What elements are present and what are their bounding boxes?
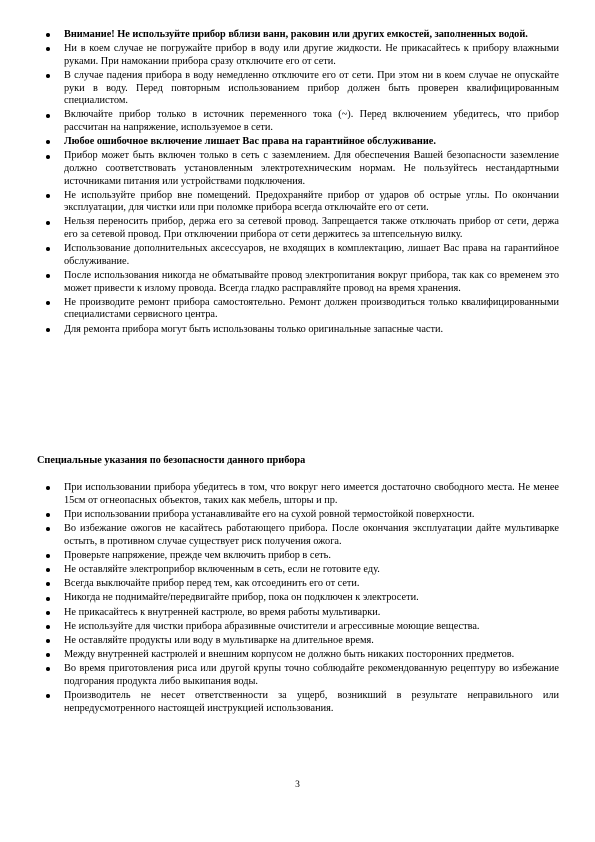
warning-item: [37, 70, 559, 108]
warning-item-text: Использование дополнительных аксессуаров, не входящих в комплектацию, лишает Вас права на гарантийное обслуживание.: [64, 243, 559, 267]
section-title: Специальные указания по безопасности данного прибора: [37, 455, 306, 466]
warning-item-text: Для ремонта прибора могут быть использованы только оригинальные запасные части.: [64, 323, 444, 335]
bullet-icon: [46, 194, 50, 198]
warning-item: [37, 150, 559, 188]
bullet-icon: [46, 247, 50, 251]
bullet-icon: [46, 301, 50, 305]
instruction-item: [37, 523, 559, 548]
instruction-item: [37, 607, 559, 620]
bullet-icon: [46, 47, 50, 51]
warning-item: [37, 270, 559, 295]
bullet-icon: [46, 554, 50, 558]
special-instructions-list: [37, 482, 559, 717]
warning-item: [37, 136, 559, 149]
instruction-item: [37, 690, 559, 715]
bullet-icon: [46, 114, 50, 118]
instruction-item: [37, 564, 559, 577]
bullet-icon: [46, 625, 50, 629]
warning-item: [37, 324, 559, 337]
instruction-item-text: При использовании прибора убедитесь в том, что вокруг него имеется достаточно свободного места. Не менее 15см от огнеопасных объектов, таких как мебель, шторы и пр.: [64, 482, 559, 506]
instruction-item: [37, 550, 559, 563]
instruction-item: [37, 649, 559, 662]
warning-item: [37, 216, 559, 241]
instruction-item-text: Между внутренней кастрюлей и внешним корпусом не должно быть никаких посторонних предметов.: [64, 649, 515, 661]
warning-item: [37, 109, 559, 134]
instruction-item-text: Никогда не поднимайте/передвигайте прибор, пока он подключен к электросети.: [64, 592, 419, 604]
page-number: 3: [295, 780, 300, 790]
warning-item-text: Включайте прибор только в источник переменного тока (~). Перед включением убедитесь, что прибор рассчитан на напряжение, используемое в сети.: [64, 109, 559, 133]
bullet-icon: [46, 513, 50, 517]
bullet-icon: [46, 597, 50, 601]
warning-item-text: В случае падения прибора в воду немедленно отключите его от сети. При этом ни в коем случае не опускайте руки в воду. Перед повторным использованием прибор должен быть проверен квалифицированным специалистом.: [64, 69, 559, 107]
warning-item-text: Не используйте прибор вне помещений. Предохраняйте прибор от ударов об острые углы. По окончании эксплуатации, для чистки или при поломке прибора всегда отключайте его от сети.: [64, 189, 559, 214]
instruction-item: [37, 592, 559, 605]
instruction-item-text: Всегда выключайте прибор перед тем, как отсоединить его от сети.: [64, 578, 360, 590]
instruction-item-text: Не оставляйте электроприбор включенным в сеть, если не готовите еду.: [64, 563, 380, 575]
bullet-icon: [46, 140, 50, 144]
bullet-icon: [46, 653, 50, 657]
bullet-icon: [46, 568, 50, 572]
bullet-icon: [46, 274, 50, 278]
instruction-item-text: Не используйте для чистки прибора абразивные очистители и агрессивные моющие вещества.: [64, 620, 480, 632]
instruction-item-text: Не оставляйте продукты или воду в мультиварке на длительное время.: [64, 634, 374, 646]
bullet-icon: [46, 582, 50, 586]
instruction-item: [37, 578, 559, 591]
bullet-icon: [46, 328, 50, 332]
warning-item: [37, 29, 559, 42]
warning-item-text: Нельзя переносить прибор, держа его за сетевой провод. Запрещается также отключать прибор от сети, держа его за сетевой провод. При отключении прибора от сети держитесь за штепсельную вилку.: [64, 216, 559, 241]
bullet-icon: [46, 486, 50, 490]
warning-item-text: Не производите ремонт прибора самостоятельно. Ремонт должен производиться только квалифицированными специалистами сервисного центра.: [64, 296, 559, 321]
instruction-item: [37, 663, 559, 688]
warning-item-text: Прибор может быть включен только в сеть с заземлением. Для обеспечения Вашей безопасности заземление должно соответствовать установленным электротехническим нормам. Не пользуйтесь нестандартными источниками питания или устройствами подключения.: [64, 150, 559, 187]
warning-item: [37, 243, 559, 268]
warning-item-text: Любое ошибочное включение лишает Вас права на гарантийное обслуживание.: [64, 136, 436, 148]
warning-item-text: После использования никогда не обматывайте провод электропитания вокруг прибора, так как со временем это может привести к излому провода. Всегда гладко расправляйте провод на время хранения.: [64, 270, 559, 294]
bullet-icon: [46, 527, 50, 531]
bullet-icon: [46, 667, 50, 671]
instruction-item: [37, 509, 559, 522]
bullet-icon: [46, 694, 50, 698]
instruction-item-text: Во избежание ожогов не касайтесь работающего прибора. После окончания эксплуатации дайте мультиварке остыть, в противном случае существует риск получения ожога.: [64, 522, 559, 547]
instruction-item-text: При использовании прибора устанавливайте его на сухой ровной термостойкой поверхности.: [64, 508, 475, 520]
instruction-item: [37, 635, 559, 648]
bullet-icon: [46, 639, 50, 643]
instruction-item: [37, 482, 559, 507]
warning-item: [37, 297, 559, 322]
warning-item: [37, 43, 559, 68]
warning-item: [37, 190, 559, 215]
bullet-icon: [46, 33, 50, 37]
bullet-icon: [46, 221, 50, 225]
instruction-item: [37, 621, 559, 634]
general-warnings-list: [37, 29, 559, 338]
warning-item-text: Внимание! Не используйте прибор вблизи ванн, раковин или других емкостей, заполненных водой.: [64, 29, 528, 40]
instruction-item-text: Во время приготовления риса или другой крупы точно соблюдайте рекомендованную рецептуру во избежание подгорания продукта либо выкипания воды.: [64, 663, 559, 687]
bullet-icon: [46, 74, 50, 78]
instruction-item-text: Проверьте напряжение, прежде чем включить прибор в сеть.: [64, 549, 331, 561]
warning-item-text: Ни в коем случае не погружайте прибор в воду или другие жидкости. Не прикасайтесь к прибору влажными руками. При намокании прибора сразу отключите его от сети.: [64, 43, 559, 67]
instruction-item-text: Производитель не несет ответственности за ущерб, возникший в результате неправильного или непредусмотренного настоящей инструкцией использования.: [64, 690, 559, 714]
bullet-icon: [46, 155, 50, 159]
bullet-icon: [46, 611, 50, 615]
instruction-item-text: Не прикасайтесь к внутренней кастрюле, во время работы мультиварки.: [64, 606, 381, 618]
